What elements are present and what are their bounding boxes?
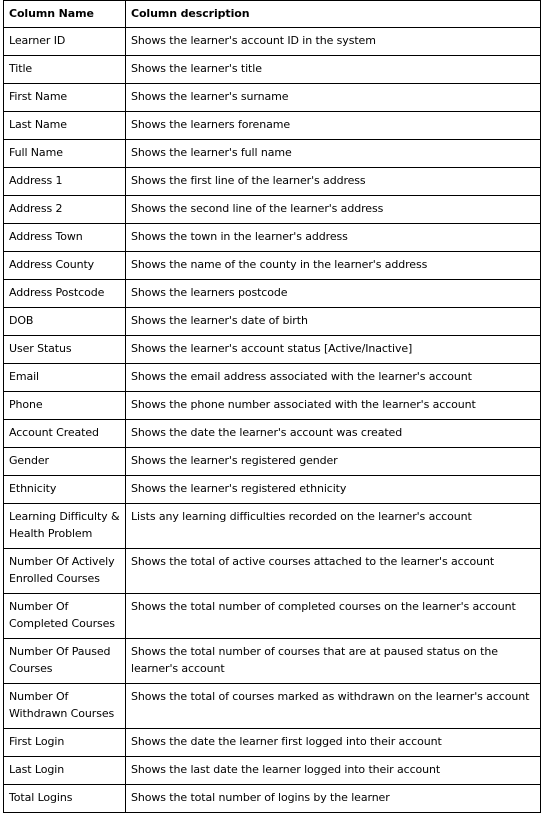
- column-name-cell: Title: [4, 56, 126, 84]
- column-name-cell: First Login: [4, 729, 126, 757]
- column-description-cell: Shows the phone number associated with the learner's account: [126, 392, 541, 420]
- column-name-cell: First Name: [4, 84, 126, 112]
- table-row: [4, 549, 541, 594]
- table-row: [4, 252, 541, 280]
- column-description-cell: Shows the learner's account ID in the system: [126, 28, 541, 56]
- column-description-cell: Shows the learners postcode: [126, 280, 541, 308]
- column-name-cell: Last Login: [4, 757, 126, 785]
- table-row: [4, 112, 541, 140]
- column-description-cell: Shows the second line of the learner's address: [126, 196, 541, 224]
- table-row: [4, 420, 541, 448]
- column-name-cell: Email: [4, 364, 126, 392]
- table-row: [4, 392, 541, 420]
- table-row: [4, 168, 541, 196]
- column-description-cell: Shows the total of courses marked as withdrawn on the learner's account: [126, 684, 541, 729]
- column-description-cell: Lists any learning difficulties recorded on the learner's account: [126, 504, 541, 549]
- table-row: [4, 84, 541, 112]
- column-description-cell: Shows the email address associated with the learner's account: [126, 364, 541, 392]
- column-description-cell: Shows the town in the learner's address: [126, 224, 541, 252]
- column-name-cell: Last Name: [4, 112, 126, 140]
- table-row: [4, 639, 541, 684]
- column-name-header: Column Name: [4, 1, 126, 28]
- column-name-cell: User Status: [4, 336, 126, 364]
- column-name-cell: Learning Difficulty & Health Problem: [4, 504, 126, 549]
- column-name-cell: Address Postcode: [4, 280, 126, 308]
- table-row: [4, 757, 541, 785]
- column-name-cell: Learner ID: [4, 28, 126, 56]
- table-row: [4, 196, 541, 224]
- column-definitions-table: [3, 0, 541, 813]
- column-definitions-document: [3, 0, 541, 813]
- column-description-cell: Shows the total of active courses attached to the learner's account: [126, 549, 541, 594]
- column-name-cell: Address County: [4, 252, 126, 280]
- column-name-cell: Number Of Paused Courses: [4, 639, 126, 684]
- table-row: [4, 448, 541, 476]
- column-name-cell: Ethnicity: [4, 476, 126, 504]
- column-description-cell: Shows the learner's full name: [126, 140, 541, 168]
- table-row: [4, 140, 541, 168]
- column-description-cell: Shows the learner's date of birth: [126, 308, 541, 336]
- column-description-cell: Shows the last date the learner logged into their account: [126, 757, 541, 785]
- table-row: [4, 364, 541, 392]
- table-row: [4, 336, 541, 364]
- table-row: [4, 280, 541, 308]
- table-header-row: [4, 1, 541, 28]
- column-description-cell: Shows the total number of courses that are at paused status on the learner's account: [126, 639, 541, 684]
- column-name-cell: Number Of Completed Courses: [4, 594, 126, 639]
- table-row: [4, 785, 541, 813]
- column-description-cell: Shows the total number of completed courses on the learner's account: [126, 594, 541, 639]
- column-name-cell: Number Of Withdrawn Courses: [4, 684, 126, 729]
- column-name-cell: Total Logins: [4, 785, 126, 813]
- table-row: [4, 476, 541, 504]
- column-name-cell: Address 1: [4, 168, 126, 196]
- table-row: [4, 729, 541, 757]
- table-row: [4, 28, 541, 56]
- column-name-cell: Address 2: [4, 196, 126, 224]
- table-row: [4, 684, 541, 729]
- column-name-cell: DOB: [4, 308, 126, 336]
- column-description-cell: Shows the learner's title: [126, 56, 541, 84]
- column-name-cell: Number Of Actively Enrolled Courses: [4, 549, 126, 594]
- table-row: [4, 504, 541, 549]
- table-row: [4, 308, 541, 336]
- column-name-cell: Gender: [4, 448, 126, 476]
- column-description-cell: Shows the total number of logins by the learner: [126, 785, 541, 813]
- column-name-cell: Address Town: [4, 224, 126, 252]
- table-row: [4, 594, 541, 639]
- column-description-cell: Shows the name of the county in the learner's address: [126, 252, 541, 280]
- column-name-cell: Phone: [4, 392, 126, 420]
- column-description-cell: Shows the learner's surname: [126, 84, 541, 112]
- table-row: [4, 56, 541, 84]
- column-description-cell: Shows the date the learner's account was created: [126, 420, 541, 448]
- column-name-cell: Account Created: [4, 420, 126, 448]
- column-description-header: Column description: [126, 1, 541, 28]
- column-description-cell: Shows the first line of the learner's address: [126, 168, 541, 196]
- column-description-cell: Shows the date the learner first logged into their account: [126, 729, 541, 757]
- column-description-cell: Shows the learners forename: [126, 112, 541, 140]
- column-description-cell: Shows the learner's registered ethnicity: [126, 476, 541, 504]
- column-description-cell: Shows the learner's account status [Active/Inactive]: [126, 336, 541, 364]
- column-name-cell: Full Name: [4, 140, 126, 168]
- column-description-cell: Shows the learner's registered gender: [126, 448, 541, 476]
- table-row: [4, 224, 541, 252]
